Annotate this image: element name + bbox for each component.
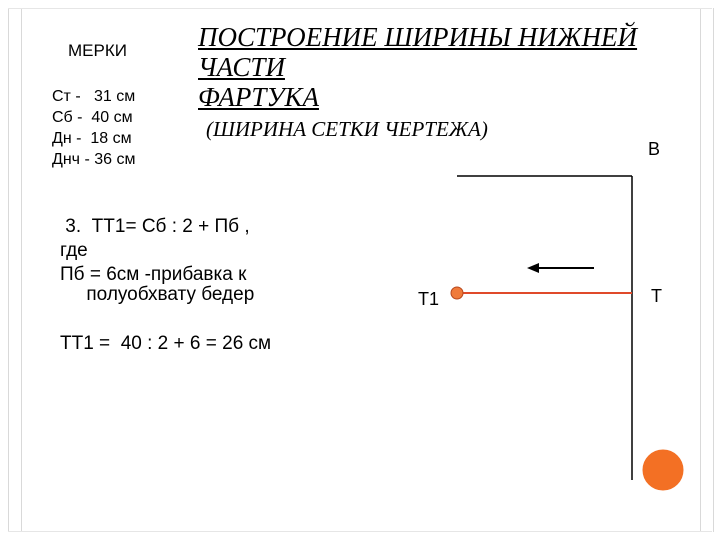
point-label-b: В [648, 139, 661, 159]
direction-arrow-head [527, 263, 539, 273]
point-t1-marker [451, 287, 463, 299]
measure-row-sb: Сб - 40 см [52, 109, 133, 126]
decorative-orange-circle [641, 448, 685, 492]
formula-line-3: Пб = 6см -прибавка к [60, 264, 247, 285]
measure-row-st: Ст - 31 см [52, 88, 136, 105]
formula-result: ТТ1 = 40 : 2 + 6 = 26 см [60, 333, 272, 354]
point-label-t1: Т1 [418, 289, 440, 309]
point-label-t: Т [651, 286, 662, 306]
formula-line-2: где [60, 240, 88, 261]
measure-row-dn: Дн - 18 см [52, 130, 132, 147]
slide-title-line-1: ПОСТРОЕНИЕ ШИРИНЫ НИЖНЕЙ [198, 22, 638, 52]
slide-title-line-3: ФАРТУКА [198, 82, 319, 112]
slide-title-line-2: ЧАСТИ [198, 52, 285, 82]
formula-line-1: 3. ТТ1= Сб : 2 + Пб , [60, 216, 250, 237]
slide-subtitle: (ШИРИНА СЕТКИ ЧЕРТЕЖА) [206, 117, 488, 141]
formula-line-4: полуобхвату бедер [60, 284, 255, 305]
measure-row-dnch: Днч - 36 см [52, 151, 136, 168]
measures-title: МЕРКИ [68, 41, 127, 60]
